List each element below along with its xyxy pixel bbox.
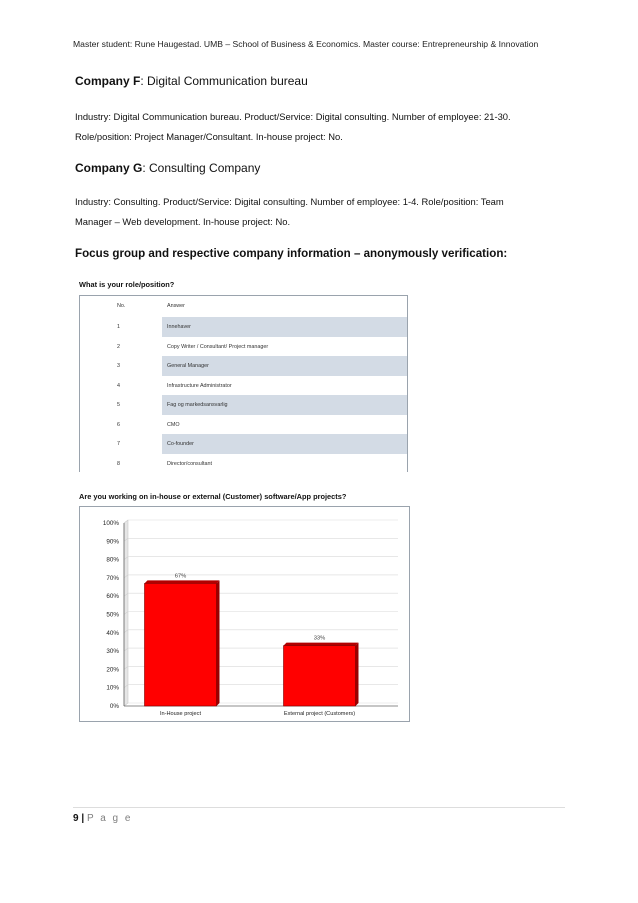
bar-data-label: 33% bbox=[313, 635, 326, 642]
y-tick-label: 90% bbox=[106, 538, 119, 546]
y-tick-label: 100% bbox=[102, 520, 119, 527]
role-table-title: What is your role/position? bbox=[79, 280, 175, 289]
company-g-line2: Manager – Web development. In-house project: No. bbox=[75, 216, 291, 227]
y-tick-label: 40% bbox=[106, 629, 119, 637]
bar-chart bbox=[80, 507, 409, 721]
table-row bbox=[80, 356, 407, 376]
page-number: 9 bbox=[73, 813, 79, 824]
row-no: 7 bbox=[117, 441, 120, 447]
company-f-line1: Industry: Digital Communication bureau. Product/Service: Digital consulting. Number of employee: 21-30. bbox=[75, 111, 511, 122]
table-row bbox=[80, 317, 407, 337]
company-f-heading bbox=[75, 74, 308, 88]
row-answer: Innehaver bbox=[167, 324, 191, 330]
bar-side bbox=[217, 580, 220, 706]
footer-separator: | bbox=[81, 813, 85, 824]
company-f-line2: Role/position: Project Manager/Consultant. In-house project: No. bbox=[75, 131, 343, 142]
company-g-heading bbox=[75, 161, 260, 175]
row-answer: CMO bbox=[167, 421, 180, 428]
bar-top bbox=[284, 643, 359, 646]
row-answer: Fag og markedsansvarlig bbox=[167, 402, 228, 408]
company-g-title: : Consulting Company bbox=[142, 161, 261, 175]
table-row bbox=[80, 434, 407, 454]
bar-chart-frame bbox=[79, 506, 410, 722]
footer-rule bbox=[73, 807, 565, 808]
y-tick-label: 20% bbox=[106, 666, 119, 674]
table-row bbox=[80, 337, 407, 357]
row-no: 1 bbox=[117, 324, 120, 330]
bar bbox=[284, 646, 356, 706]
chart-title: Are you working on in-house or external (Customer) software/App projects? bbox=[79, 492, 347, 501]
y-tick-label: 80% bbox=[106, 556, 119, 564]
company-g-line1: Industry: Consulting. Product/Service: Digital consulting. Number of employee: 1-4. Role/position: Team bbox=[75, 196, 504, 207]
y-tick-label: 0% bbox=[109, 703, 119, 710]
bar bbox=[145, 583, 217, 706]
row-no: 2 bbox=[117, 343, 120, 350]
row-answer: Co-founder bbox=[167, 441, 194, 447]
row-answer: General Manager bbox=[167, 363, 209, 369]
table-row bbox=[80, 454, 407, 473]
row-no: 5 bbox=[117, 402, 120, 408]
y-tick-label: 50% bbox=[106, 611, 119, 619]
bar-top bbox=[145, 580, 220, 583]
table-row bbox=[80, 376, 407, 396]
y-tick-label: 60% bbox=[106, 593, 119, 601]
table-row bbox=[80, 415, 407, 435]
row-no: 3 bbox=[117, 363, 120, 369]
table-header-row bbox=[80, 296, 407, 316]
y-tick-label: 70% bbox=[106, 574, 119, 582]
company-f-title: : Digital Communication bureau bbox=[140, 74, 308, 88]
role-table-body bbox=[79, 295, 408, 472]
row-answer: Infrastructure Administrator bbox=[167, 382, 232, 389]
focus-group-heading: Focus group and respective company information – anonymously verification: bbox=[75, 247, 508, 260]
page-footer bbox=[73, 813, 132, 824]
role-table bbox=[79, 280, 408, 472]
company-f-label: Company F bbox=[75, 74, 141, 88]
y-tick-label: 30% bbox=[106, 648, 119, 656]
row-no: 8 bbox=[117, 460, 120, 467]
bar-data-label: 67% bbox=[174, 573, 187, 580]
column-header-no: No. bbox=[117, 303, 126, 309]
y-tick-label: 10% bbox=[106, 684, 119, 692]
page-header: Master student: Rune Haugestad. UMB – School of Business & Economics. Master course: Entrepreneurship & Innovation bbox=[73, 39, 539, 49]
row-no: 6 bbox=[117, 421, 120, 428]
table-row bbox=[80, 395, 407, 415]
row-answer: Director/consultant bbox=[167, 460, 212, 467]
company-g-label: Company G bbox=[75, 161, 143, 175]
row-answer: Copy Writer / Consultant/ Project manager bbox=[167, 343, 269, 350]
bar-side bbox=[356, 643, 359, 706]
x-tick-label: In-House project bbox=[159, 711, 202, 717]
column-header-answer: Answer bbox=[167, 303, 185, 309]
row-no: 4 bbox=[117, 382, 120, 389]
x-tick-label: External project (Customers) bbox=[283, 711, 356, 717]
page-word: P a g e bbox=[86, 813, 133, 824]
